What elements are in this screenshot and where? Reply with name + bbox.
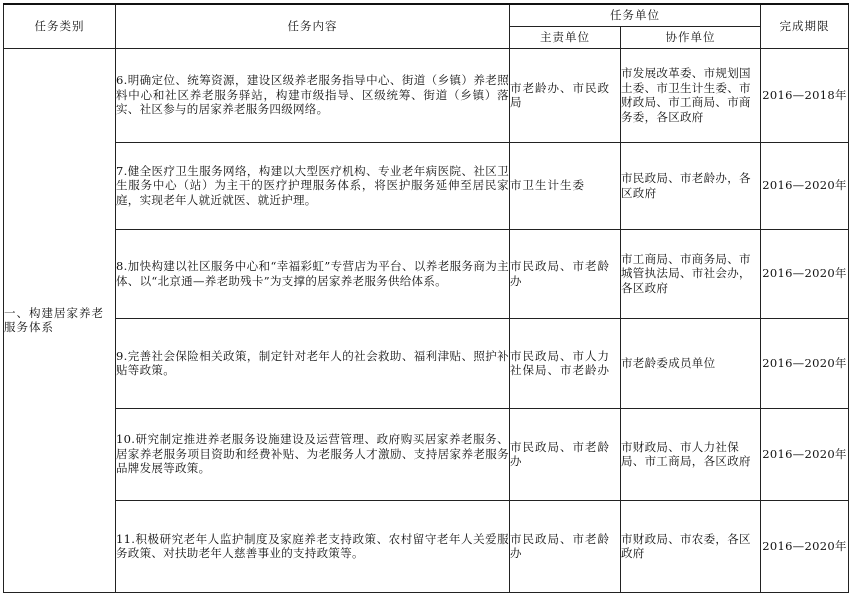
assist-unit: 市老龄委成员单位	[621, 318, 761, 408]
category-label: 一、构建居家养老服务体系	[4, 48, 116, 592]
assist-unit: 市工商局、市商务局、市城管执法局、市社会办，各区政府	[621, 229, 761, 318]
assist-unit: 市财政局、市农委，各区政府	[621, 500, 761, 592]
table-row	[4, 142, 849, 229]
task-content: 9.完善社会保险相关政策，制定针对老年人的社会救助、福利津贴、照护补贴等政策。	[116, 318, 510, 408]
completion-period: 2016—2020年	[761, 229, 849, 318]
header-category: 任务类别	[4, 4, 116, 48]
task-content: 10.研究制定推进养老服务设施建设及运营管理、政府购买居家养老服务、居家养老服务项目资助和经费补贴、为老服务人才激励、支持居家养老服务品牌发展等政策。	[116, 408, 510, 500]
lead-unit: 市民政局、市老龄办	[510, 229, 621, 318]
header-period: 完成期限	[761, 4, 849, 48]
completion-period: 2016—2020年	[761, 318, 849, 408]
completion-period: 2016—2020年	[761, 408, 849, 500]
table-row	[4, 408, 849, 500]
header-unit: 任务单位	[510, 4, 761, 26]
assist-unit: 市财政局、市人力社保局、市工商局，各区政府	[621, 408, 761, 500]
lead-unit: 市民政局、市人力社保局、市老龄办	[510, 318, 621, 408]
task-content: 7.健全医疗卫生服务网络，构建以大型医疗机构、专业老年病医院、社区卫生服务中心（站）为主干的医疗护理服务体系，将医护服务延伸至居民家庭，实现老年人就近就医、就近护理。	[116, 142, 510, 229]
completion-period: 2016—2018年	[761, 48, 849, 142]
table-row	[4, 48, 849, 142]
lead-unit: 市卫生计生委	[510, 142, 621, 229]
table-row	[4, 229, 849, 318]
completion-period: 2016—2020年	[761, 142, 849, 229]
header-lead-unit: 主责单位	[510, 26, 621, 48]
lead-unit: 市民政局、市老龄办	[510, 408, 621, 500]
task-table-frame	[3, 3, 848, 595]
table-row	[4, 318, 849, 408]
lead-unit: 市老龄办、市民政局	[510, 48, 621, 142]
header-content: 任务内容	[116, 4, 510, 48]
task-content: 11.积极研究老年人监护制度及家庭养老支持政策、农村留守老年人关爱服务政策、对扶助老年人慈善事业的支持政策等。	[116, 500, 510, 592]
task-content: 6.明确定位、统筹资源，建设区级养老服务指导中心、街道（乡镇）养老照料中心和社区养老服务驿站，构建市级指导、区级统筹、街道（乡镇）落实、社区参与的居家养老服务四级网络。	[116, 48, 510, 142]
lead-unit: 市民政局、市老龄办	[510, 500, 621, 592]
task-table	[3, 3, 849, 593]
assist-unit: 市发展改革委、市规划国土委、市卫生计生委、市财政局、市工商局、市商务委，各区政府	[621, 48, 761, 142]
header-assist-unit: 协作单位	[621, 26, 761, 48]
task-content: 8.加快构建以社区服务中心和“幸福彩虹”专营店为平台、以养老服务商为主体、以“北京通—养老助残卡”为支撑的居家养老服务供给体系。	[116, 229, 510, 318]
assist-unit: 市民政局、市老龄办，各区政府	[621, 142, 761, 229]
table-row	[4, 500, 849, 592]
completion-period: 2016—2020年	[761, 500, 849, 592]
